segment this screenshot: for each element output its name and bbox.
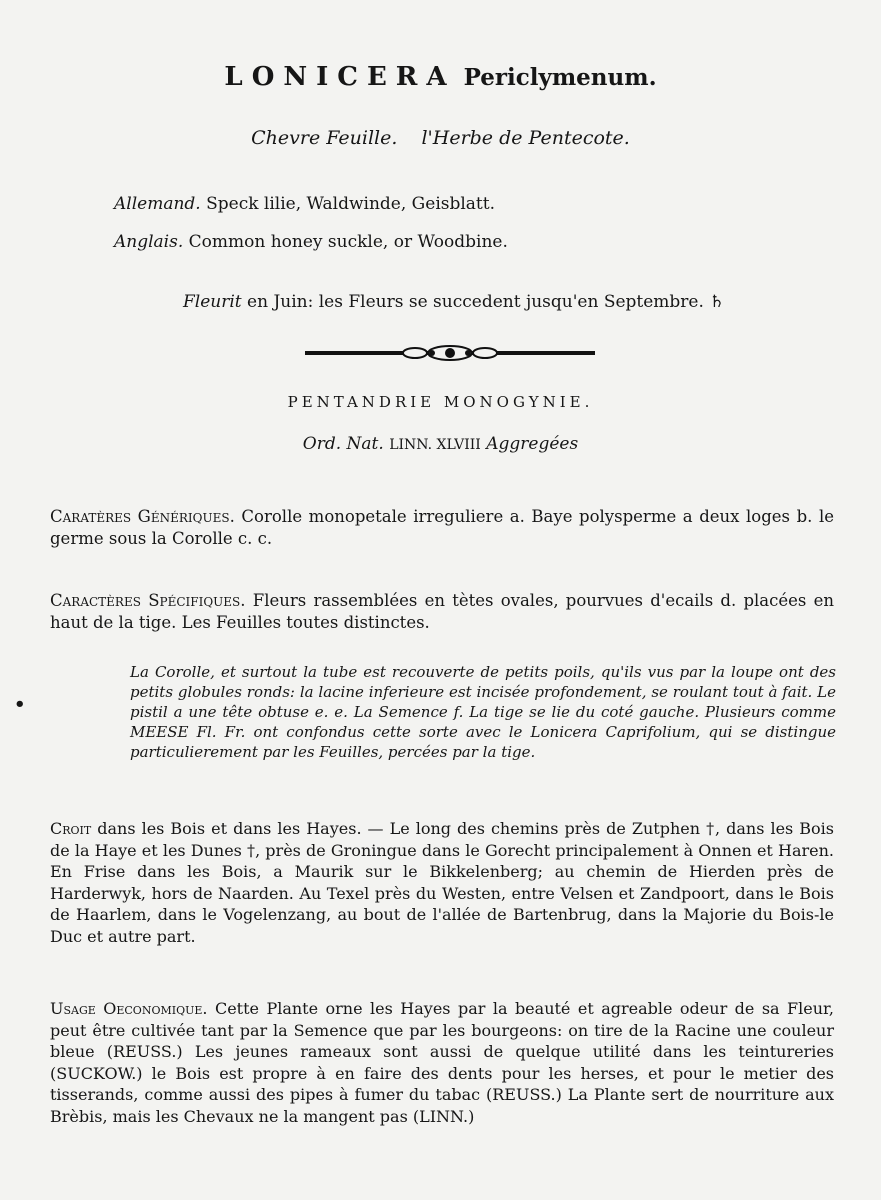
habitat-text: dans les Bois et dans les Hayes. — Le long des chemins près de Zutphen †, dans les Bois de la Haye et les Dunes †, près de Groningue dans le Gorecht principalement à Onnen et Haren. En Frise dans les Bois, a Maurik sur le Bikkelenberg; au chemin de Hierden près de Harderwyk, hors de Naarden. Au Texel près du Westen, entre Velsen et Zandpoort, dans le Bois de Haarlem, dans le Vogelenzang, au bout de l'allée de Bartenbrug, dans la Majorie du Bois-le Duc et autre part.	[50, 819, 834, 946]
specific-text: Fleurs rassemblées en tètes ovales, pourvues d'ecails d. placées en haut de la tige. Les Feuilles toutes distinctes.	[50, 591, 835, 632]
french-name-1: Chevre Feuille.	[251, 127, 398, 149]
order-name: Aggregées	[486, 434, 579, 454]
german-names-line	[114, 194, 495, 214]
habitat-paragraph	[50, 818, 834, 947]
german-names: Speck lilie, Waldwinde, Geisblatt.	[206, 194, 496, 214]
generic-characters	[50, 506, 834, 550]
german-label: Allemand.	[114, 194, 201, 214]
specific-heading: Caractères Spécifiques.	[50, 591, 246, 610]
french-names	[0, 127, 881, 149]
title-genus: LONICERA	[224, 62, 456, 92]
specific-characters	[50, 590, 834, 634]
english-label: Anglais.	[114, 232, 184, 252]
ornamental-rule	[305, 344, 595, 362]
linnaean-class: PENTANDRIE MONOGYNIE.	[287, 393, 594, 411]
natural-order	[0, 434, 881, 454]
ink-spot: •	[14, 694, 26, 715]
page-title	[0, 62, 881, 92]
order-author: LINN. XLVIII	[389, 437, 481, 453]
perennial-symbol: ♄	[709, 292, 725, 312]
usage-text: Cette Plante orne les Hayes par la beauté et agreable odeur de sa Fleur, peut être cultivée tant par la Semence que par les bourgeons: on tire de la Racine une couleur bleue (REUSS.) Les jeunes rameaux sont aussi de quelque utilité dans les teintureries (SUCKOW.) le Bois est propre à en faire des dents pour les herses, et pour le metier des tisserands, comme aussi des pipes à fumer du tabac (REUSS.) La Plante sert de nourriture aux Brèbis, mais les Chevaux ne la mangent pas (LINN.)	[50, 999, 835, 1126]
title-species: Periclymenum.	[463, 64, 657, 91]
generic-text: Corolle monopetale irreguliere a. Baye polysperme a deux loges b. le germe sous la Corolle c. c.	[50, 507, 835, 548]
flowering-label: Fleurit	[183, 292, 242, 312]
flowering-line	[183, 292, 725, 312]
usage-paragraph	[50, 998, 834, 1127]
english-names: Common honey suckle, or Woodbine.	[188, 232, 508, 252]
french-name-2: l'Herbe de Pentecote.	[421, 127, 630, 149]
english-names-line	[114, 232, 508, 252]
usage-heading: Usage Oeconomique.	[50, 999, 208, 1018]
habitat-heading: Croit	[50, 819, 92, 838]
generic-heading: Caratères Génériques.	[50, 507, 235, 526]
descriptive-note: La Corolle, et surtout la tube est recouverte de petits poils, qu'ils vus par la loupe ont des petits globules ronds: la lacine inferieure est incisée profondement, se roulant tout à fait. Le pistil a une tête obtuse e. e. La Semence f. La tige se lie du coté gauche. Plusieurs comme MEESE Fl. Fr. ont confondus cette sorte avec le Lonicera Caprifolium, qui se distingue particulierement par les Feuilles, percées par la tige.	[130, 663, 836, 761]
flowering-text: en Juin: les Fleurs se succedent jusqu'en Septembre.	[247, 292, 704, 312]
order-prefix: Ord. Nat.	[302, 434, 384, 454]
